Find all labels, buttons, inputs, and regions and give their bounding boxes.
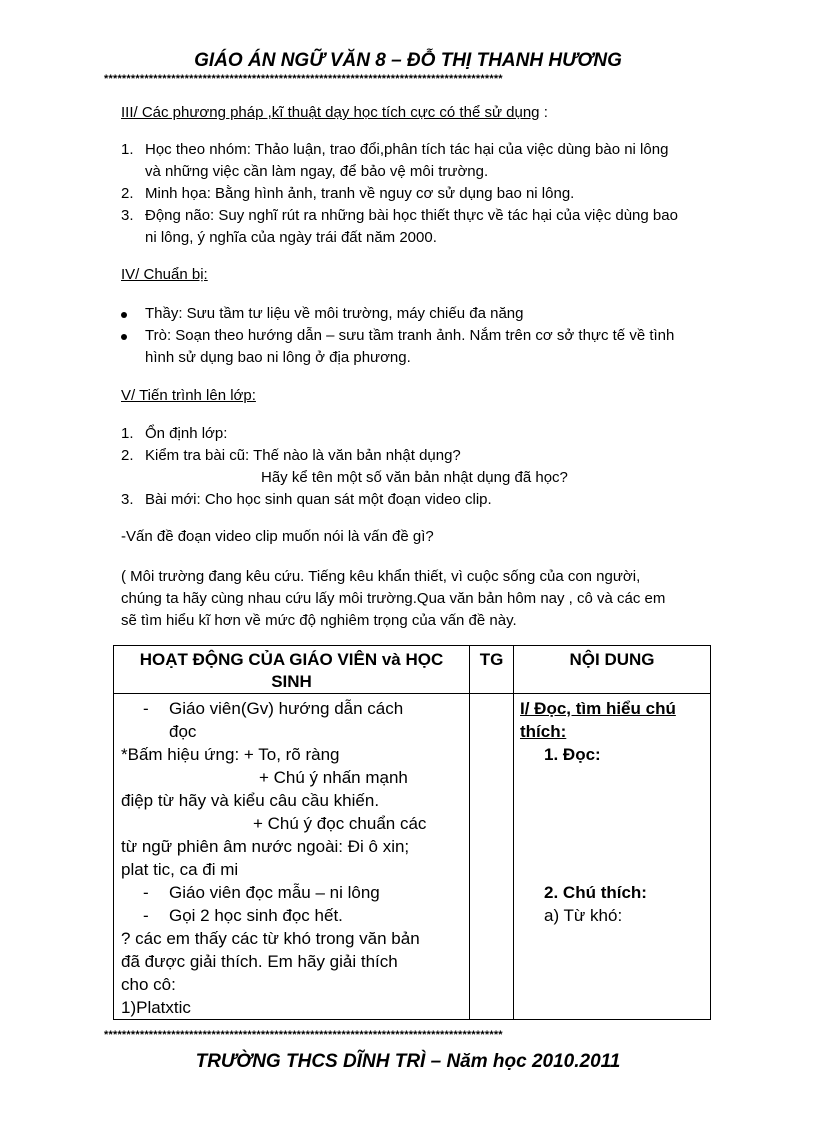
content-heading <box>520 697 706 743</box>
section-4-heading: IV/ Chuẩn bị: <box>121 266 208 283</box>
answer-line: sẽ tìm hiểu kĩ hơn về mức độ nghiêm trọng của vấn đề này. <box>121 612 517 629</box>
content-number: a) <box>544 906 560 925</box>
list-item-text: Kiểm tra bài cũ: Thế nào là văn bản nhật dụng? <box>145 447 461 464</box>
page-header-title: GIÁO ÁN NGỮ VĂN 8 – ĐỖ THỊ THANH HƯƠNG <box>194 50 622 71</box>
activity-cell <box>114 694 470 1020</box>
content-label: Chú thích: <box>562 883 647 902</box>
lesson-table <box>113 645 711 1020</box>
content-spacer <box>520 766 706 881</box>
tg-cell <box>470 694 514 1020</box>
list-item <box>121 303 741 325</box>
list-item-text: Minh họa: Bằng hình ảnh, tranh về nguy cơ sử dụng bao ni lông. <box>145 185 575 202</box>
video-question: -Vấn đề đoạn video clip muốn nói là vấn đề gì? <box>121 528 434 545</box>
section-3-heading: III/ Các phương pháp ,kĩ thuật dạy học tích cực có thể sử dụng <box>121 104 540 121</box>
list-item-text: Học theo nhóm: Thảo luận, trao đổi,phân tích tác hại của việc dùng bào ni lông <box>145 141 669 158</box>
list-item <box>121 205 741 249</box>
activity-line: + Chú ý đọc chuẩn các <box>253 814 427 833</box>
video-answer <box>121 566 741 632</box>
list-number: 3. <box>121 491 134 508</box>
content-number: 2. <box>544 883 559 902</box>
header-content: NỘI DUNG <box>514 646 711 694</box>
answer-line: chúng ta hãy cùng nhau cứu lấy môi trường.Qua văn bản hôm nay , cô và các em <box>121 590 666 607</box>
list-item <box>121 139 741 183</box>
footer-star-divider: ***************************************************************************************** <box>104 1029 503 1041</box>
content-number: 1. <box>544 745 559 764</box>
list-number: 3. <box>121 207 134 224</box>
list-number: 1. <box>121 425 134 442</box>
list-item-text: và những việc cần làm ngay, để bảo vệ môi trường. <box>145 163 489 180</box>
table-header-row <box>114 646 711 694</box>
content-hard-words <box>520 904 706 927</box>
page-footer-title: TRƯỜNG THCS DĨNH TRÌ – Năm học 2010.2011 <box>195 1051 621 1072</box>
activity-line: từ ngữ phiên âm nước ngoài: Đi ô xin; <box>121 837 410 856</box>
section-4-list <box>121 303 741 369</box>
list-item <box>121 183 741 205</box>
activity-line: đã được giải thích. Em hãy giải thích <box>121 952 398 971</box>
activity-line: plat tic, ca đi mi <box>121 860 239 879</box>
list-item-text: ni lông, ý nghĩa của ngày trái đất năm 2000. <box>145 229 437 246</box>
activity-text: Giáo viên đọc mẫu – ni lông <box>169 883 380 902</box>
activity-line: - Giáo viên(Gv) hướng dẫn cách <box>143 699 404 718</box>
header-activity: HOẠT ĐỘNG CỦA GIÁO VIÊN và HỌC SINH <box>114 646 470 694</box>
list-item-text: Động não: Suy nghĩ rút ra những bài học thiết thực về tác hại của việc dùng bao <box>145 207 678 224</box>
list-item-text: hình sử dụng bao ni lông ở địa phương. <box>145 349 411 366</box>
answer-line: ( Môi trường đang kêu cứu. Tiếng kêu khẩn thiết, vì cuộc sống của con người, <box>121 568 641 585</box>
bullet-icon <box>121 334 127 340</box>
section-3-heading-suffix: : <box>539 104 548 121</box>
section-3-heading-row <box>121 102 548 124</box>
list-item-text: Bài mới: Cho học sinh quan sát một đoạn video clip. <box>145 491 492 508</box>
activity-line: *Bấm hiệu ứng: + To, rõ ràng <box>121 745 340 764</box>
list-item <box>121 325 741 369</box>
list-item-text: Hãy kể tên một số văn bản nhật dụng đã học? <box>261 469 568 486</box>
content-notes <box>520 881 706 904</box>
activity-line: điệp từ hãy và kiểu câu cầu khiến. <box>121 791 380 810</box>
content-read <box>520 743 706 766</box>
content-cell <box>514 694 711 1020</box>
content-heading-line: thích: <box>520 722 567 741</box>
activity-line: - Giáo viên đọc mẫu – ni lông <box>121 881 463 904</box>
list-item-text: Ổn định lớp: <box>145 425 228 442</box>
list-item-text: Trò: Soạn theo hướng dẫn – sưu tầm tranh ảnh. Nắm trên cơ sở thực tế về tình <box>145 327 675 344</box>
activity-text: Gọi 2 học sinh đọc hết. <box>169 906 343 925</box>
list-number: 2. <box>121 185 134 202</box>
activity-line: đọc <box>169 722 197 741</box>
list-item-text: Thầy: Sưu tầm tư liệu về môi trường, máy chiếu đa năng <box>145 305 524 322</box>
content-heading-line: I/ Đọc, tìm hiểu chú <box>520 699 676 718</box>
content-label: Đọc: <box>562 745 601 764</box>
list-number: 1. <box>121 141 134 158</box>
section-5-list <box>121 423 741 511</box>
list-item <box>121 445 741 489</box>
list-item <box>121 423 741 445</box>
activity-text: Giáo viên(Gv) hướng dẫn cách <box>169 699 404 718</box>
content-label: Từ khó: <box>563 906 623 925</box>
table-row <box>114 694 711 1020</box>
activity-line: - Gọi 2 học sinh đọc hết. <box>121 904 463 927</box>
bullet-icon <box>121 312 127 318</box>
activity-line: 1)Platxtic <box>121 998 191 1017</box>
header-tg: TG <box>470 646 514 694</box>
activity-line: ? các em thấy các từ khó trong văn bản <box>121 929 420 948</box>
list-number: 2. <box>121 447 134 464</box>
activity-line: cho cô: <box>121 975 176 994</box>
section-5-heading: V/ Tiến trình lên lớp: <box>121 387 256 404</box>
activity-line: + Chú ý nhấn mạnh <box>259 768 408 787</box>
list-item <box>121 489 741 511</box>
section-3-list <box>121 139 741 249</box>
header-star-divider: ***************************************************************************************** <box>104 73 503 85</box>
